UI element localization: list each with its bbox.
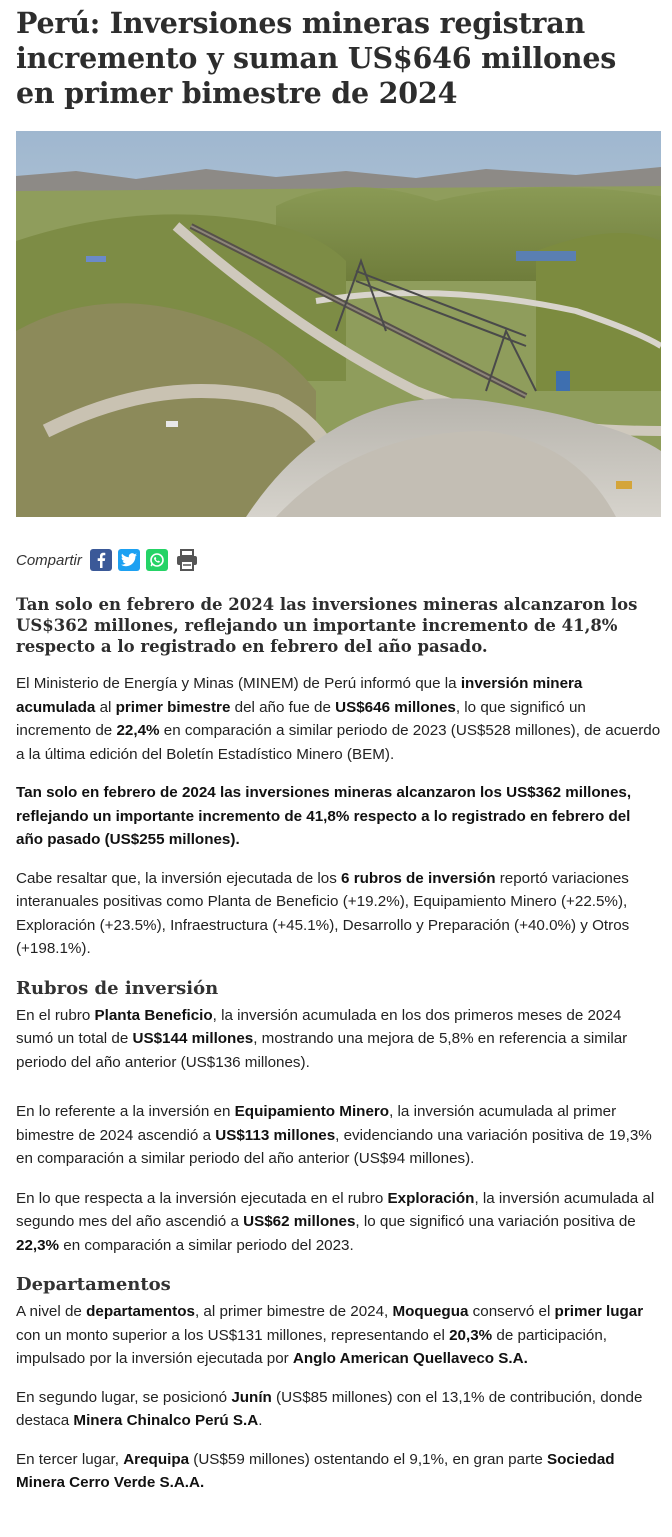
paragraph-8: En segundo lugar, se posicionó Junín (US$85 millones) con el 13,1% de contribución, donde destaca Minera Chinalco Perú S.A. [16,1388,643,1429]
paragraph-5: En lo referente a la inversión en Equipamiento Minero, la inversión acumulada al primer bimestre de 2024 ascendió a US$113 millones, evidenciando una variación positiva de 19,3% en comparación a similar periodo del año anterior (US$94 millones). [16,1103,652,1167]
section-heading-departamentos: Departamentos [16,1274,171,1295]
paragraph-2: Tan solo en febrero de 2024 las inversiones mineras alcanzaron los US$362 millones, reflejando un importante incremento de 41,8% respecto a lo registrado en febrero del año pasado (US$255 millones). [16,784,632,848]
facebook-icon[interactable] [90,549,112,571]
article [0,6,672,1495]
whatsapp-icon[interactable] [146,549,168,571]
paragraph-6: En lo que respecta a la inversión ejecutada en el rubro Exploración, la inversión acumulada al segundo mes del año ascendió a US$62 millones, lo que significó una variación positiva de 22,3% en comparación a similar periodo del 2023. [16,1189,655,1254]
print-icon[interactable] [174,549,200,571]
paragraph-4: En el rubro Planta Beneficio, la inversión acumulada en los dos primeros meses de 2024 sumó un total de US$144 millones, mostrando una mejora de 5,8% en referencia a similar periodo del año anterior (US$136 millones). [16,1006,628,1071]
article-title: Perú: Inversiones mineras registran incremento y suman US$646 millones en primer bimestre de 2024 [16,6,617,110]
share-bar [16,545,661,575]
paragraph-7: A nivel de departamentos, al primer bimestre de 2024, Moquegua conservó el primer lugar con un monto superior a los US$131 millones, representando el 20,3% de participación, impulsado por la inversión ejecutada por Anglo American Quellaveco S.A. [16,1303,644,1367]
twitter-icon[interactable] [118,549,140,571]
paragraph-1: El Ministerio de Energía y Minas (MINEM) de Perú informó que la inversión minera acumulada al primer bimestre del año fue de US$646 millones, lo que significó un incremento de 22,4% en comparación a similar periodo de 2023 (US$528 millones), de acuerdo a la última edición del Boletín Estadístico Minero (BEM). [16,675,661,763]
paragraph-9: En tercer lugar, Arequipa (US$59 millones) ostentando el 9,1%, en gran parte Sociedad Minera Cerro Verde S.A.A. [16,1450,615,1491]
article-lead: Tan solo en febrero de 2024 las inversiones mineras alcanzaron los US$362 millones, reflejando un importante incremento de 41,8% respecto a lo registrado en febrero del año pasado. [16,595,638,656]
mining-landscape-illustration [16,131,661,517]
section-heading-rubros: Rubros de inversión [16,977,219,999]
paragraph-3: Cabe resaltar que, la inversión ejecutada de los 6 rubros de inversión reportó variaciones interanuales positivas como Planta de Beneficio (+19.2%), Equipamiento Minero (+22.5%), Exploración (+23.5%), Infraestructura (+45.1%), Desarrollo y Preparación (+40.0%) y Otros (+198.1%). [16,869,630,957]
share-label: Compartir [16,551,82,569]
hero-image [16,131,661,517]
